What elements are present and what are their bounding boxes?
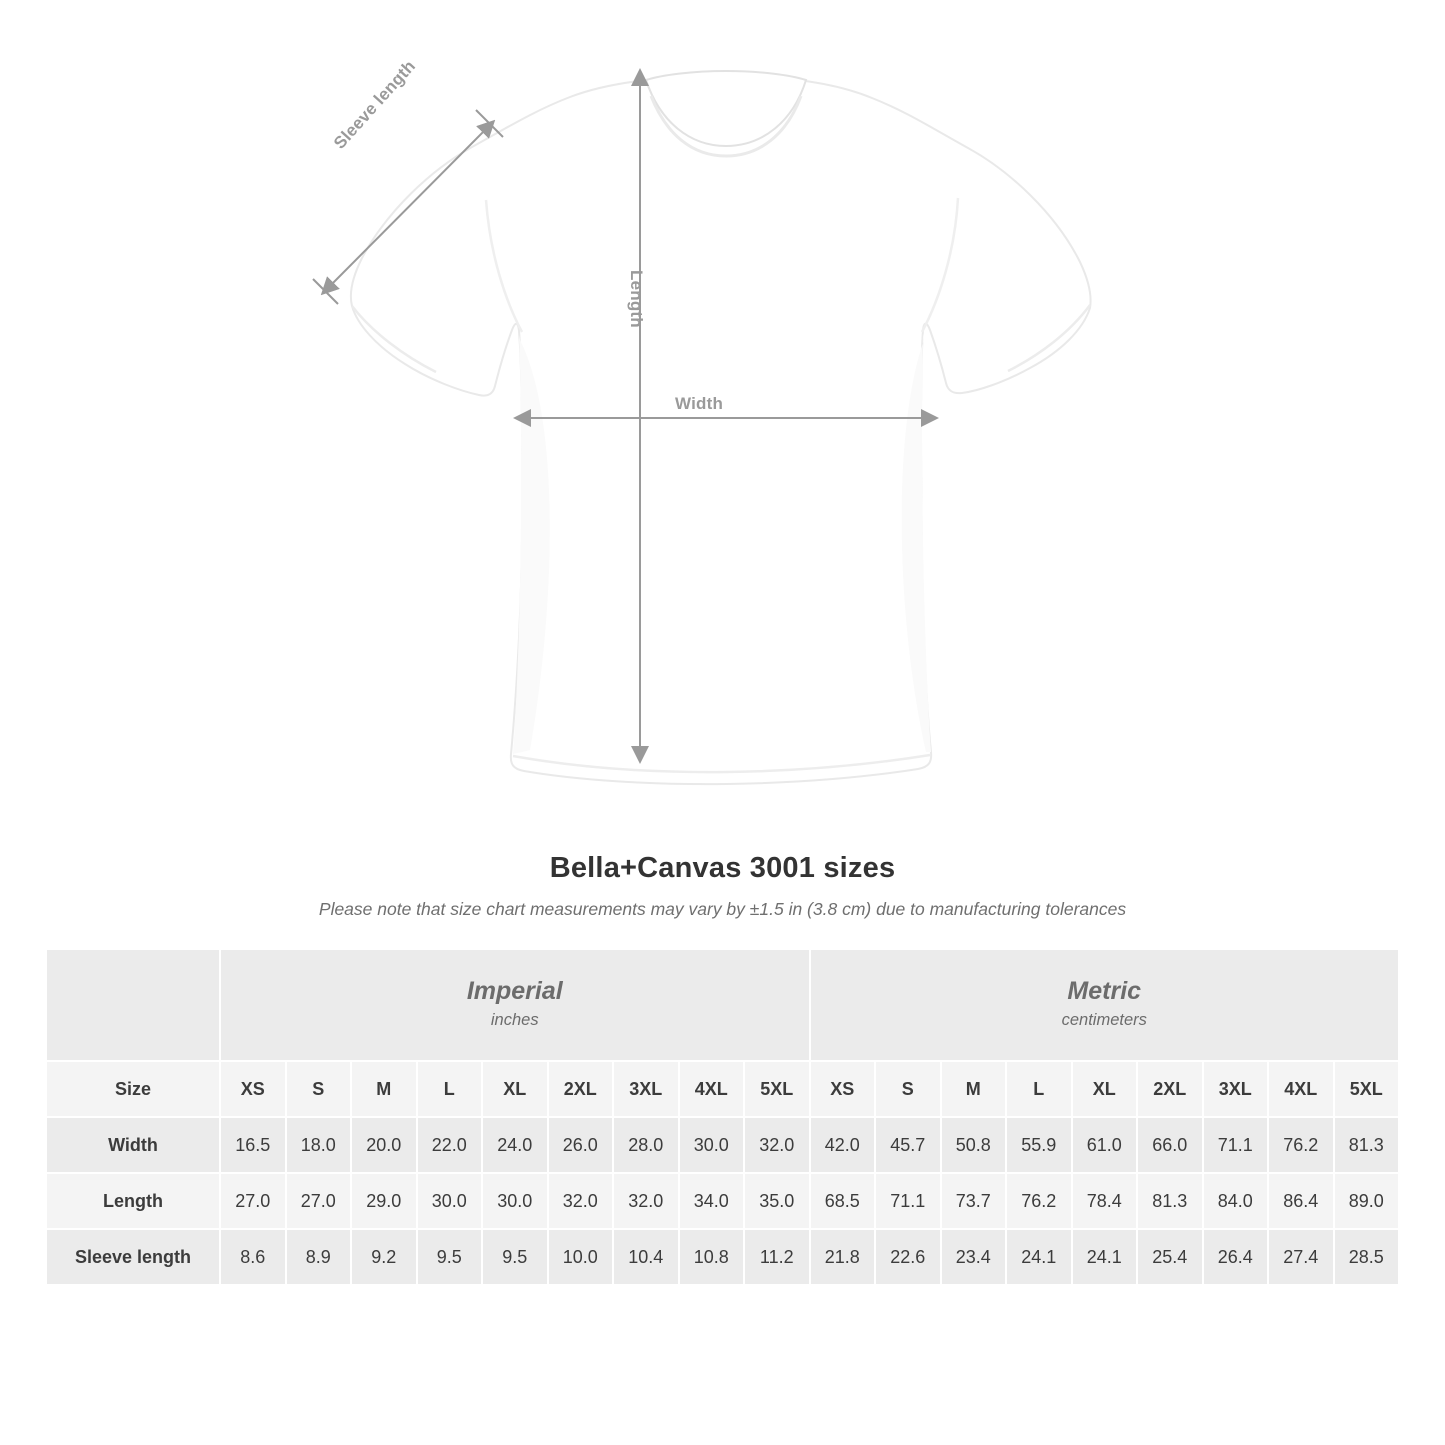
cell-sleeve-3xl-cm: 26.4 <box>1204 1230 1268 1284</box>
cell-sleeve-2xl-cm: 25.4 <box>1138 1230 1202 1284</box>
tshirt-shape <box>351 71 1091 784</box>
width-label: Width <box>675 394 724 413</box>
cell-length-m-cm: 73.7 <box>942 1174 1006 1228</box>
length-label: Length <box>627 270 646 328</box>
unit-system-metric: Metric <box>1067 977 1142 1006</box>
cell-sleeve-xl-cm: 24.1 <box>1073 1230 1137 1284</box>
row-header-length: Length <box>47 1174 219 1228</box>
unit-name-metric: centimeters <box>1061 1011 1147 1030</box>
cell-sleeve-4xl-in: 10.8 <box>680 1230 744 1284</box>
cell-length-l-cm: 76.2 <box>1007 1174 1071 1228</box>
row-header-width: Width <box>47 1118 219 1172</box>
size-header-l-imperial: L <box>418 1062 482 1116</box>
size-header-5xl-metric: 5XL <box>1335 1062 1399 1116</box>
cell-sleeve-5xl-in: 11.2 <box>745 1230 809 1284</box>
size-table <box>45 948 1400 1286</box>
size-header-2xl-metric: 2XL <box>1138 1062 1202 1116</box>
cell-width-4xl-in: 30.0 <box>680 1118 744 1172</box>
cell-sleeve-s-in: 8.9 <box>287 1230 351 1284</box>
size-header-m-imperial: M <box>352 1062 416 1116</box>
cell-width-5xl-cm: 81.3 <box>1335 1118 1399 1172</box>
cell-sleeve-5xl-cm: 28.5 <box>1335 1230 1399 1284</box>
cell-width-xl-cm: 61.0 <box>1073 1118 1137 1172</box>
cell-length-s-cm: 71.1 <box>876 1174 940 1228</box>
size-header-s-metric: S <box>876 1062 940 1116</box>
cell-length-4xl-cm: 86.4 <box>1269 1174 1333 1228</box>
size-header-2xl-imperial: 2XL <box>549 1062 613 1116</box>
cell-sleeve-s-cm: 22.6 <box>876 1230 940 1284</box>
cell-length-xs-in: 27.0 <box>221 1174 285 1228</box>
size-header-row <box>47 1062 1398 1116</box>
cell-length-xl-in: 30.0 <box>483 1174 547 1228</box>
cell-sleeve-m-in: 9.2 <box>352 1230 416 1284</box>
unit-header-metric <box>811 950 1399 1060</box>
cell-width-s-in: 18.0 <box>287 1118 351 1172</box>
cell-sleeve-3xl-in: 10.4 <box>614 1230 678 1284</box>
cell-sleeve-xs-cm: 21.8 <box>811 1230 875 1284</box>
cell-sleeve-m-cm: 23.4 <box>942 1230 1006 1284</box>
cell-sleeve-xs-in: 8.6 <box>221 1230 285 1284</box>
cell-length-2xl-cm: 81.3 <box>1138 1174 1202 1228</box>
size-column-header: Size <box>47 1062 219 1116</box>
sleeve-length-label: Sleeve length <box>330 56 420 153</box>
cell-length-4xl-in: 34.0 <box>680 1174 744 1228</box>
cell-width-xl-in: 24.0 <box>483 1118 547 1172</box>
cell-length-xs-cm: 68.5 <box>811 1174 875 1228</box>
cell-width-xs-cm: 42.0 <box>811 1118 875 1172</box>
cell-width-3xl-in: 28.0 <box>614 1118 678 1172</box>
cell-length-m-in: 29.0 <box>352 1174 416 1228</box>
cell-width-4xl-cm: 76.2 <box>1269 1118 1333 1172</box>
cell-length-3xl-cm: 84.0 <box>1204 1174 1268 1228</box>
size-header-m-metric: M <box>942 1062 1006 1116</box>
cell-width-2xl-in: 26.0 <box>549 1118 613 1172</box>
size-header-4xl-metric: 4XL <box>1269 1062 1333 1116</box>
cell-width-l-cm: 55.9 <box>1007 1118 1071 1172</box>
row-header-sleeve-length: Sleeve length <box>47 1230 219 1284</box>
unit-header-imperial <box>221 950 809 1060</box>
cell-width-l-in: 22.0 <box>418 1118 482 1172</box>
unit-group-header-row <box>47 950 1398 1060</box>
cell-width-m-cm: 50.8 <box>942 1118 1006 1172</box>
size-header-3xl-metric: 3XL <box>1204 1062 1268 1116</box>
size-header-xl-imperial: XL <box>483 1062 547 1116</box>
unit-name-imperial: inches <box>490 1011 539 1030</box>
cell-width-xs-in: 16.5 <box>221 1118 285 1172</box>
unit-header-blank <box>47 950 219 1060</box>
page-title: Bella+Canvas 3001 sizes <box>549 852 896 884</box>
size-header-3xl-imperial: 3XL <box>614 1062 678 1116</box>
cell-width-s-cm: 45.7 <box>876 1118 940 1172</box>
cell-width-3xl-cm: 71.1 <box>1204 1118 1268 1172</box>
cell-length-5xl-cm: 89.0 <box>1335 1174 1399 1228</box>
cell-length-3xl-in: 32.0 <box>614 1174 678 1228</box>
cell-sleeve-l-cm: 24.1 <box>1007 1230 1071 1284</box>
size-header-5xl-imperial: 5XL <box>745 1062 809 1116</box>
cell-sleeve-xl-in: 9.5 <box>483 1230 547 1284</box>
sleeve-tick-top <box>476 110 503 137</box>
size-header-xs-imperial: XS <box>221 1062 285 1116</box>
size-header-xl-metric: XL <box>1073 1062 1137 1116</box>
size-header-xs-metric: XS <box>811 1062 875 1116</box>
size-header-s-imperial: S <box>287 1062 351 1116</box>
unit-system-imperial: Imperial <box>466 977 563 1006</box>
cell-sleeve-4xl-cm: 27.4 <box>1269 1230 1333 1284</box>
cell-length-xl-cm: 78.4 <box>1073 1174 1137 1228</box>
cell-width-5xl-in: 32.0 <box>745 1118 809 1172</box>
cell-length-s-in: 27.0 <box>287 1174 351 1228</box>
cell-width-m-in: 20.0 <box>352 1118 416 1172</box>
size-header-4xl-imperial: 4XL <box>680 1062 744 1116</box>
cell-length-2xl-in: 32.0 <box>549 1174 613 1228</box>
cell-length-l-in: 30.0 <box>418 1174 482 1228</box>
table-row <box>47 1118 1398 1172</box>
table-row <box>47 1230 1398 1284</box>
table-row <box>47 1174 1398 1228</box>
cell-sleeve-l-in: 9.5 <box>418 1230 482 1284</box>
tolerance-note: Please note that size chart measurements may vary by ±1.5 in (3.8 cm) due to manufacturing tolerances <box>318 899 1127 919</box>
cell-length-5xl-in: 35.0 <box>745 1174 809 1228</box>
cell-width-2xl-cm: 66.0 <box>1138 1118 1202 1172</box>
cell-sleeve-2xl-in: 10.0 <box>549 1230 613 1284</box>
size-table-wrap <box>45 948 1400 1286</box>
size-header-l-metric: L <box>1007 1062 1071 1116</box>
